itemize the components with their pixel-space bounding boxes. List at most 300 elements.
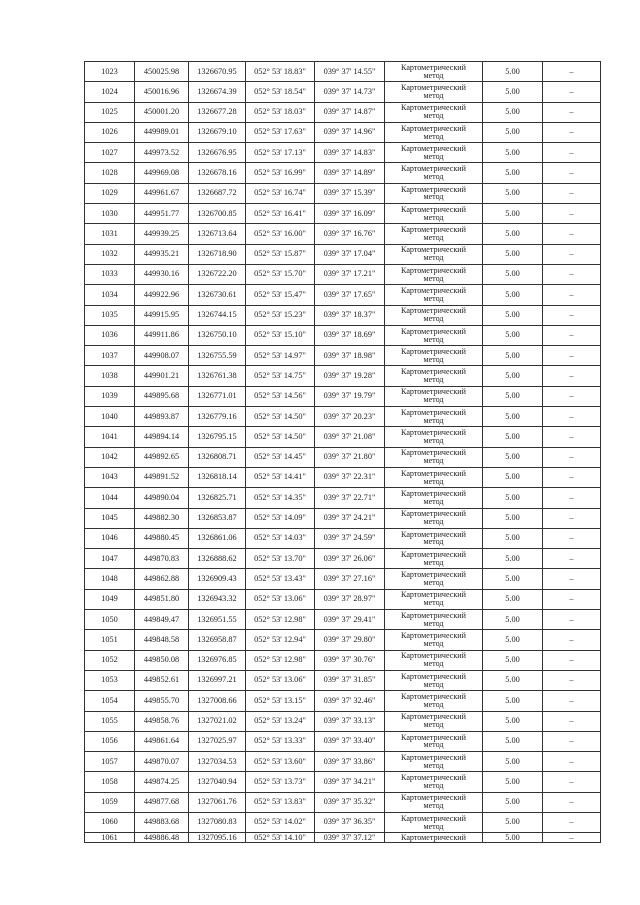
method-cell (385, 82, 483, 102)
longitude-cell: 039° 37' 22.71" (315, 488, 385, 508)
method-cell (385, 569, 483, 589)
note-cell: – (543, 204, 601, 224)
accuracy-cell: 5.00 (483, 752, 543, 772)
latitude-cell: 052° 53' 16.99" (246, 163, 315, 183)
method-line-2: метод (423, 496, 444, 506)
table-row (85, 833, 601, 843)
note-cell: – (543, 386, 601, 406)
point-number-cell: 1049 (85, 589, 135, 609)
longitude-cell: 039° 37' 29.80" (315, 630, 385, 650)
latitude-cell: 052° 53' 15.10" (246, 325, 315, 345)
y-coordinate-cell: 1327034.53 (189, 752, 246, 772)
latitude-cell: 052° 53' 13.33" (246, 731, 315, 751)
y-coordinate-cell: 1326909.43 (189, 569, 246, 589)
accuracy-cell: 5.00 (483, 447, 543, 467)
longitude-cell: 039° 37' 14.87" (315, 102, 385, 122)
method-cell (385, 630, 483, 650)
method-line-2: метод (423, 679, 444, 689)
method-line-2: метод (423, 598, 444, 608)
note-cell: – (543, 650, 601, 670)
method-line-2: метод (423, 476, 444, 486)
x-coordinate-cell: 450001.20 (135, 102, 189, 122)
method-line-1: Картометрический (401, 225, 466, 235)
accuracy-cell: 5.00 (483, 325, 543, 345)
table-body (85, 62, 601, 843)
x-coordinate-cell: 449922.96 (135, 285, 189, 305)
accuracy-cell: 5.00 (483, 82, 543, 102)
point-number-cell: 1058 (85, 772, 135, 792)
method-line-1: Картометрический (401, 488, 466, 498)
accuracy-cell: 5.00 (483, 650, 543, 670)
accuracy-cell: 5.00 (483, 264, 543, 284)
method-line-2: метод (423, 233, 444, 243)
method-line-1: Картометрический (401, 671, 466, 681)
note-cell: – (543, 325, 601, 345)
latitude-cell: 052° 53' 13.06" (246, 589, 315, 609)
y-coordinate-cell: 1326750.10 (189, 325, 246, 345)
method-cell (385, 224, 483, 244)
method-line-2: метод (423, 456, 444, 466)
note-cell: – (543, 143, 601, 163)
x-coordinate-cell: 449969.08 (135, 163, 189, 183)
y-coordinate-cell: 1326674.39 (189, 82, 246, 102)
point-number-cell: 1040 (85, 407, 135, 427)
y-coordinate-cell: 1326958.87 (189, 630, 246, 650)
x-coordinate-cell: 449891.52 (135, 467, 189, 487)
table-row (85, 610, 601, 630)
x-coordinate-cell: 449935.21 (135, 244, 189, 264)
method-cell (385, 285, 483, 305)
method-cell (385, 244, 483, 264)
y-coordinate-cell: 1326761.38 (189, 366, 246, 386)
point-number-cell: 1052 (85, 650, 135, 670)
method-line-2: метод (423, 537, 444, 547)
latitude-cell: 052° 53' 14.41" (246, 467, 315, 487)
method-line-2: метод (423, 638, 444, 648)
method-cell (385, 102, 483, 122)
method-line-2: метод (423, 557, 444, 567)
method-cell (385, 812, 483, 832)
method-line-1: Картометрический (401, 509, 466, 519)
method-cell (385, 122, 483, 142)
x-coordinate-cell: 449901.21 (135, 366, 189, 386)
note-cell: – (543, 163, 601, 183)
latitude-cell: 052° 53' 13.15" (246, 691, 315, 711)
accuracy-cell: 5.00 (483, 833, 543, 843)
method-line-2: метод (423, 131, 444, 141)
y-coordinate-cell: 1326888.62 (189, 549, 246, 569)
point-number-cell: 1029 (85, 183, 135, 203)
accuracy-cell: 5.00 (483, 691, 543, 711)
latitude-cell: 052° 53' 16.74" (246, 183, 315, 203)
accuracy-cell: 5.00 (483, 772, 543, 792)
method-line-1: Картометрический (401, 691, 466, 701)
method-line-2: метод (423, 293, 444, 303)
method-line-1: Картометрический (401, 367, 466, 377)
table-row (85, 143, 601, 163)
note-cell: – (543, 792, 601, 812)
table-row (85, 447, 601, 467)
latitude-cell: 052° 53' 18.54" (246, 82, 315, 102)
note-cell: – (543, 183, 601, 203)
table-row (85, 792, 601, 812)
method-cell (385, 62, 483, 82)
point-number-cell: 1046 (85, 528, 135, 548)
method-cell (385, 204, 483, 224)
longitude-cell: 039° 37' 14.83" (315, 143, 385, 163)
method-cell (385, 589, 483, 609)
latitude-cell: 052° 53' 17.13" (246, 143, 315, 163)
table-row (85, 407, 601, 427)
y-coordinate-cell: 1326818.14 (189, 467, 246, 487)
longitude-cell: 039° 37' 24.21" (315, 508, 385, 528)
method-line-1: Картометрический (401, 62, 466, 72)
x-coordinate-cell: 449849.47 (135, 610, 189, 630)
point-number-cell: 1023 (85, 62, 135, 82)
note-cell: – (543, 508, 601, 528)
latitude-cell: 052° 53' 14.09" (246, 508, 315, 528)
accuracy-cell: 5.00 (483, 386, 543, 406)
table-row (85, 508, 601, 528)
longitude-cell: 039° 37' 16.76" (315, 224, 385, 244)
longitude-cell: 039° 37' 28.97" (315, 589, 385, 609)
y-coordinate-cell: 1326679.10 (189, 122, 246, 142)
y-coordinate-cell: 1326943.32 (189, 589, 246, 609)
x-coordinate-cell: 449862.88 (135, 569, 189, 589)
latitude-cell: 052° 53' 13.73" (246, 772, 315, 792)
method-line-1: Картометрический (401, 407, 466, 417)
y-coordinate-cell: 1326713.64 (189, 224, 246, 244)
table-row (85, 82, 601, 102)
method-line-1: Картометрический (401, 752, 466, 762)
method-line-2: метод (423, 354, 444, 364)
accuracy-cell: 5.00 (483, 102, 543, 122)
method-cell (385, 508, 483, 528)
method-cell (385, 691, 483, 711)
y-coordinate-cell: 1326755.59 (189, 346, 246, 366)
longitude-cell: 039° 37' 26.06" (315, 549, 385, 569)
method-line-1: Картометрический (401, 164, 466, 174)
method-line-2: метод (423, 821, 444, 831)
table-row (85, 183, 601, 203)
method-line-1: Картометрический (401, 83, 466, 93)
accuracy-cell: 5.00 (483, 163, 543, 183)
accuracy-cell: 5.00 (483, 204, 543, 224)
accuracy-cell: 5.00 (483, 812, 543, 832)
method-line-1: Картометрический (401, 590, 466, 600)
latitude-cell: 052° 53' 14.10" (246, 833, 315, 843)
latitude-cell: 052° 53' 14.35" (246, 488, 315, 508)
accuracy-cell: 5.00 (483, 549, 543, 569)
y-coordinate-cell: 1326744.15 (189, 305, 246, 325)
accuracy-cell: 5.00 (483, 467, 543, 487)
method-cell (385, 752, 483, 772)
point-number-cell: 1048 (85, 569, 135, 589)
note-cell: – (543, 467, 601, 487)
accuracy-cell: 5.00 (483, 346, 543, 366)
latitude-cell: 052° 53' 12.94" (246, 630, 315, 650)
latitude-cell: 052° 53' 12.98" (246, 610, 315, 630)
longitude-cell: 039° 37' 22.31" (315, 467, 385, 487)
x-coordinate-cell: 449895.68 (135, 386, 189, 406)
latitude-cell: 052° 53' 13.06" (246, 670, 315, 690)
method-cell (385, 346, 483, 366)
y-coordinate-cell: 1326976.85 (189, 650, 246, 670)
method-line-1: Картометрический (401, 245, 466, 255)
accuracy-cell: 5.00 (483, 610, 543, 630)
y-coordinate-cell: 1326771.01 (189, 386, 246, 406)
y-coordinate-cell: 1327080.83 (189, 812, 246, 832)
latitude-cell: 052° 53' 16.41" (246, 204, 315, 224)
method-cell (385, 366, 483, 386)
table-row (85, 386, 601, 406)
method-line-2: метод (423, 70, 444, 80)
table-row (85, 812, 601, 832)
method-line-2: метод (423, 111, 444, 121)
method-line-2: метод (423, 618, 444, 628)
note-cell: – (543, 244, 601, 264)
accuracy-cell: 5.00 (483, 488, 543, 508)
method-line-2: метод (423, 151, 444, 161)
x-coordinate-cell: 449877.68 (135, 792, 189, 812)
longitude-cell: 039° 37' 17.65" (315, 285, 385, 305)
longitude-cell: 039° 37' 17.04" (315, 244, 385, 264)
accuracy-cell: 5.00 (483, 285, 543, 305)
table-row (85, 772, 601, 792)
method-cell (385, 528, 483, 548)
note-cell: – (543, 285, 601, 305)
table-row (85, 528, 601, 548)
longitude-cell: 039° 37' 14.73" (315, 82, 385, 102)
method-line-1: Картометрический (401, 103, 466, 113)
table-row (85, 285, 601, 305)
method-line-2: метод (423, 415, 444, 425)
longitude-cell: 039° 37' 18.98" (315, 346, 385, 366)
method-line-1: Картометрический (401, 285, 466, 295)
table-row (85, 650, 601, 670)
note-cell: – (543, 833, 601, 843)
latitude-cell: 052° 53' 15.47" (246, 285, 315, 305)
table-row (85, 346, 601, 366)
longitude-cell: 039° 37' 16.09" (315, 204, 385, 224)
point-number-cell: 1031 (85, 224, 135, 244)
method-cell (385, 650, 483, 670)
x-coordinate-cell: 449855.70 (135, 691, 189, 711)
y-coordinate-cell: 1326678.16 (189, 163, 246, 183)
accuracy-cell: 5.00 (483, 244, 543, 264)
method-cell (385, 833, 483, 843)
y-coordinate-cell: 1326700.85 (189, 204, 246, 224)
table-row (85, 670, 601, 690)
point-number-cell: 1033 (85, 264, 135, 284)
method-line-2: метод (423, 517, 444, 527)
accuracy-cell: 5.00 (483, 630, 543, 650)
longitude-cell: 039° 37' 20.23" (315, 407, 385, 427)
method-cell (385, 386, 483, 406)
method-line-2: метод (423, 578, 444, 588)
longitude-cell: 039° 37' 14.89" (315, 163, 385, 183)
latitude-cell: 052° 53' 18.83" (246, 62, 315, 82)
accuracy-cell: 5.00 (483, 407, 543, 427)
method-line-1: Картометрический (401, 549, 466, 559)
y-coordinate-cell: 1327008.66 (189, 691, 246, 711)
table-row (85, 752, 601, 772)
note-cell: – (543, 528, 601, 548)
method-line-2: метод (423, 273, 444, 283)
x-coordinate-cell: 449851.80 (135, 589, 189, 609)
note-cell: – (543, 366, 601, 386)
method-cell (385, 670, 483, 690)
latitude-cell: 052° 53' 13.60" (246, 752, 315, 772)
method-cell (385, 711, 483, 731)
note-cell: – (543, 589, 601, 609)
x-coordinate-cell: 449930.16 (135, 264, 189, 284)
method-line-1: Картометрический (401, 204, 466, 214)
method-line-2: метод (423, 740, 444, 750)
note-cell: – (543, 752, 601, 772)
method-cell (385, 143, 483, 163)
method-cell (385, 163, 483, 183)
y-coordinate-cell: 1326677.28 (189, 102, 246, 122)
point-number-cell: 1025 (85, 102, 135, 122)
method-line-1: Картометрический (401, 123, 466, 133)
method-line-2: метод (423, 760, 444, 770)
y-coordinate-cell: 1326997.21 (189, 670, 246, 690)
x-coordinate-cell: 449989.01 (135, 122, 189, 142)
method-line-2: метод (423, 395, 444, 405)
y-coordinate-cell: 1327021.02 (189, 711, 246, 731)
latitude-cell: 052° 53' 14.50" (246, 427, 315, 447)
accuracy-cell: 5.00 (483, 427, 543, 447)
method-cell (385, 264, 483, 284)
note-cell: – (543, 447, 601, 467)
method-line-2: метод (423, 253, 444, 263)
note-cell: – (543, 102, 601, 122)
note-cell: – (543, 346, 601, 366)
longitude-cell: 039° 37' 14.96" (315, 122, 385, 142)
point-number-cell: 1037 (85, 346, 135, 366)
accuracy-cell: 5.00 (483, 670, 543, 690)
x-coordinate-cell: 449870.83 (135, 549, 189, 569)
x-coordinate-cell: 449973.52 (135, 143, 189, 163)
table-row (85, 691, 601, 711)
latitude-cell: 052° 53' 16.00" (246, 224, 315, 244)
method-line-1: Картометрический (401, 773, 466, 783)
point-number-cell: 1054 (85, 691, 135, 711)
accuracy-cell: 5.00 (483, 305, 543, 325)
method-cell (385, 447, 483, 467)
method-line-1: Картометрический (401, 143, 466, 153)
accuracy-cell: 5.00 (483, 143, 543, 163)
method-line-1: Картометрический (401, 529, 466, 539)
method-line-1: Картометрический (401, 610, 466, 620)
y-coordinate-cell: 1326676.95 (189, 143, 246, 163)
method-cell (385, 183, 483, 203)
x-coordinate-cell: 449939.25 (135, 224, 189, 244)
longitude-cell: 039° 37' 33.13" (315, 711, 385, 731)
point-number-cell: 1044 (85, 488, 135, 508)
latitude-cell: 052° 53' 13.83" (246, 792, 315, 812)
note-cell: – (543, 407, 601, 427)
table-row (85, 488, 601, 508)
point-number-cell: 1039 (85, 386, 135, 406)
y-coordinate-cell: 1326853.87 (189, 508, 246, 528)
latitude-cell: 052° 53' 15.70" (246, 264, 315, 284)
table-row (85, 305, 601, 325)
accuracy-cell: 5.00 (483, 528, 543, 548)
longitude-cell: 039° 37' 21.80" (315, 447, 385, 467)
latitude-cell: 052° 53' 12.98" (246, 650, 315, 670)
y-coordinate-cell: 1327061.76 (189, 792, 246, 812)
latitude-cell: 052° 53' 14.03" (246, 528, 315, 548)
x-coordinate-cell: 449915.95 (135, 305, 189, 325)
table-row (85, 731, 601, 751)
method-cell (385, 731, 483, 751)
method-line-1: Картометрический (401, 732, 466, 742)
point-number-cell: 1036 (85, 325, 135, 345)
y-coordinate-cell: 1326825.71 (189, 488, 246, 508)
method-line-1: Картометрический (401, 387, 466, 397)
x-coordinate-cell: 449890.04 (135, 488, 189, 508)
y-coordinate-cell: 1326670.95 (189, 62, 246, 82)
latitude-cell: 052° 53' 14.56" (246, 386, 315, 406)
method-line-2: метод (423, 334, 444, 344)
table-row (85, 122, 601, 142)
point-number-cell: 1047 (85, 549, 135, 569)
longitude-cell: 039° 37' 19.79" (315, 386, 385, 406)
x-coordinate-cell: 449848.58 (135, 630, 189, 650)
method-line-1: Картометрический (401, 651, 466, 661)
method-line-1: Картометрический (401, 306, 466, 316)
method-line-1: Картометрический (401, 832, 466, 842)
note-cell: – (543, 305, 601, 325)
note-cell: – (543, 427, 601, 447)
longitude-cell: 039° 37' 15.39" (315, 183, 385, 203)
table-row (85, 427, 601, 447)
method-line-2: метод (423, 659, 444, 669)
note-cell: – (543, 691, 601, 711)
longitude-cell: 039° 37' 36.35" (315, 812, 385, 832)
longitude-cell: 039° 37' 34.21" (315, 772, 385, 792)
method-line-2: метод (423, 375, 444, 385)
longitude-cell: 039° 37' 33.40" (315, 731, 385, 751)
table-row (85, 711, 601, 731)
accuracy-cell: 5.00 (483, 569, 543, 589)
method-line-2: метод (423, 172, 444, 182)
point-number-cell: 1045 (85, 508, 135, 528)
method-line-2: метод (423, 699, 444, 709)
point-number-cell: 1057 (85, 752, 135, 772)
y-coordinate-cell: 1326808.71 (189, 447, 246, 467)
method-line-1: Картометрический (401, 793, 466, 803)
method-cell (385, 427, 483, 447)
note-cell: – (543, 549, 601, 569)
method-line-1: Картометрический (401, 570, 466, 580)
table-row (85, 102, 601, 122)
x-coordinate-cell: 449894.14 (135, 427, 189, 447)
point-number-cell: 1050 (85, 610, 135, 630)
table-row (85, 325, 601, 345)
y-coordinate-cell: 1326730.61 (189, 285, 246, 305)
note-cell: – (543, 670, 601, 690)
y-coordinate-cell: 1326718.90 (189, 244, 246, 264)
note-cell: – (543, 610, 601, 630)
note-cell: – (543, 488, 601, 508)
method-line-1: Картометрический (401, 631, 466, 641)
note-cell: – (543, 82, 601, 102)
x-coordinate-cell: 449893.87 (135, 407, 189, 427)
longitude-cell: 039° 37' 37.12" (315, 833, 385, 843)
